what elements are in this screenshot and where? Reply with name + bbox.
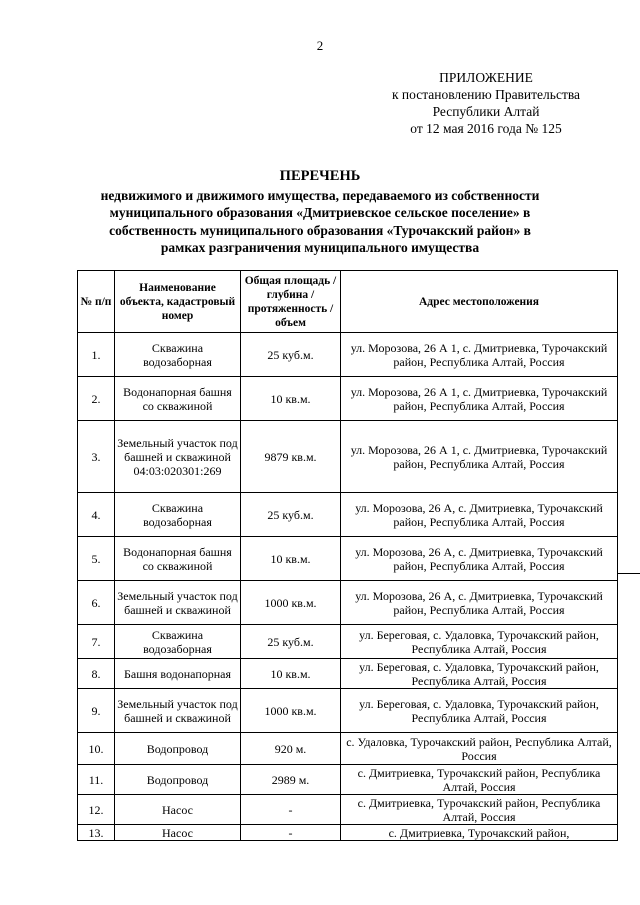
table-row <box>78 659 618 689</box>
object-address: ул. Морозова, 26 А 1, с. Дмитриевка, Турочакский район, Республика Алтай, Россия <box>341 333 618 377</box>
object-name: Водопровод <box>115 733 241 765</box>
object-name: Насос <box>115 795 241 825</box>
object-area: 10 кв.м. <box>241 377 341 421</box>
title-line: рамках разграничения муниципального имущества <box>160 240 480 255</box>
header-area: Общая площадь / глубина / протяженность / объем <box>241 271 341 333</box>
object-name: Башня водонапорная <box>115 659 241 689</box>
object-area: 1000 кв.м. <box>241 689 341 733</box>
row-number: 5. <box>78 537 115 581</box>
object-name: Скважина водозаборная <box>115 625 241 659</box>
row-number: 11. <box>78 765 115 795</box>
object-address: ул. Морозова, 26 А, с. Дмитриевка, Турочакский район, Республика Алтай, Россия <box>341 537 618 581</box>
object-address: ул. Береговая, с. Удаловка, Турочакский район, Республика Алтай, Россия <box>341 625 618 659</box>
row-number: 6. <box>78 581 115 625</box>
table-row <box>78 825 618 841</box>
table-row <box>78 377 618 421</box>
table-edge-line <box>617 573 640 574</box>
title-heading: ПЕРЕЧЕНЬ <box>279 168 361 184</box>
title-line: муниципального образования «Дмитриевское сельское поселение» в <box>109 205 531 220</box>
row-number: 4. <box>78 493 115 537</box>
object-area: - <box>241 795 341 825</box>
row-number: 3. <box>78 421 115 493</box>
object-address: с. Дмитриевка, Турочакский район, Республика Алтай, Россия <box>341 795 618 825</box>
object-name: Скважина водозаборная <box>115 333 241 377</box>
row-number: 9. <box>78 689 115 733</box>
table-header-row <box>78 271 618 333</box>
table-row <box>78 333 618 377</box>
object-area: 9879 кв.м. <box>241 421 341 493</box>
title-line: недвижимого и движимого имущества, передаваемого из собственности <box>100 187 540 203</box>
table-row <box>78 421 618 493</box>
row-number: 13. <box>78 825 115 841</box>
object-name: Скважина водозаборная <box>115 493 241 537</box>
object-name: Водонапорная башня со скважиной <box>115 537 241 581</box>
table-row <box>78 689 618 733</box>
property-table <box>77 270 618 841</box>
object-address: ул. Морозова, 26 А 1, с. Дмитриевка, Турочакский район, Республика Алтай, Россия <box>341 421 618 493</box>
row-number: 8. <box>78 659 115 689</box>
row-number: 12. <box>78 795 115 825</box>
object-area: 25 куб.м. <box>241 493 341 537</box>
appendix-line: от 12 мая 2016 года № 125 <box>410 121 562 136</box>
object-area: 2989 м. <box>241 765 341 795</box>
header-name: Наименование объекта, кадастровый номер <box>115 271 241 333</box>
object-area: 10 кв.м. <box>241 537 341 581</box>
object-name: Земельный участок под башней и скважиной 04:03:020301:269 <box>115 421 241 493</box>
object-area: 25 куб.м. <box>241 625 341 659</box>
object-name: Земельный участок под башней и скважиной <box>115 689 241 733</box>
title-line: собственность муниципального образования «Турочакский район» в <box>109 222 531 238</box>
table-row <box>78 537 618 581</box>
object-address: ул. Береговая, с. Удаловка, Турочакский район, Республика Алтай, Россия <box>341 659 618 689</box>
object-area: - <box>241 825 341 841</box>
object-address: с. Удаловка, Турочакский район, Республика Алтай, Россия <box>341 733 618 765</box>
object-address: ул. Морозова, 26 А 1, с. Дмитриевка, Турочакский район, Республика Алтай, Россия <box>341 377 618 421</box>
object-address: ул. Береговая, с. Удаловка, Турочакский район, Республика Алтай, Россия <box>341 689 618 733</box>
object-address: с. Дмитриевка, Турочакский район, Республика Алтай, Россия <box>341 765 618 795</box>
object-area: 10 кв.м. <box>241 659 341 689</box>
table-row <box>78 733 618 765</box>
row-number: 2. <box>78 377 115 421</box>
table-row <box>78 493 618 537</box>
object-name: Земельный участок под башней и скважиной <box>115 581 241 625</box>
object-name: Насос <box>115 825 241 841</box>
page-number: 2 <box>316 38 324 53</box>
appendix-line: к постановлению Правительства <box>391 87 581 102</box>
object-area: 25 куб.м. <box>241 333 341 377</box>
object-address: с. Дмитриевка, Турочакский район, <box>341 825 618 841</box>
row-number: 10. <box>78 733 115 765</box>
object-name: Водопровод <box>115 765 241 795</box>
object-area: 1000 кв.м. <box>241 581 341 625</box>
appendix-block <box>360 69 612 137</box>
row-number: 1. <box>78 333 115 377</box>
table-row <box>78 765 618 795</box>
object-area: 920 м. <box>241 733 341 765</box>
object-address: ул. Морозова, 26 А, с. Дмитриевка, Турочакский район, Республика Алтай, Россия <box>341 493 618 537</box>
table-row <box>78 625 618 659</box>
object-name: Водонапорная башня со скважиной <box>115 377 241 421</box>
appendix-line: ПРИЛОЖЕНИЕ <box>439 70 533 85</box>
object-address: ул. Морозова, 26 А, с. Дмитриевка, Турочакский район, Республика Алтай, Россия <box>341 581 618 625</box>
header-num: № п/п <box>78 271 115 333</box>
header-address: Адрес местоположения <box>341 271 618 333</box>
row-number: 7. <box>78 625 115 659</box>
table-row <box>78 795 618 825</box>
appendix-line: Республики Алтай <box>432 104 540 119</box>
document-title <box>60 168 580 257</box>
table-row <box>78 581 618 625</box>
